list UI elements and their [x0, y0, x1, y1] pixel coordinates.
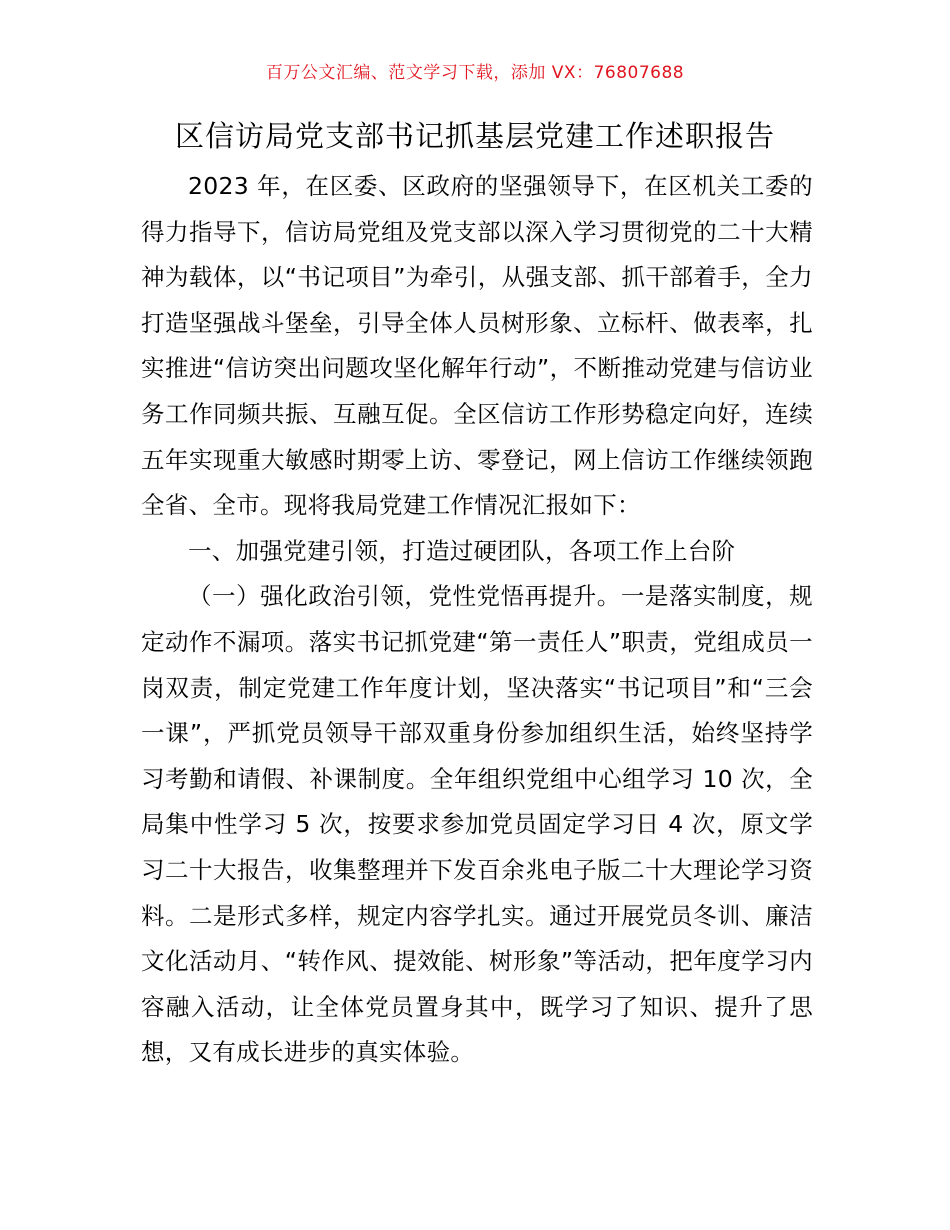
document-title: 区信访局党支部书记抓基层党建工作述职报告	[174, 119, 775, 153]
document-body	[141, 164, 813, 1076]
section-heading: 一、加强党建引领，打造过硬团队，各项工作上台阶	[188, 536, 736, 565]
header-banner: 百万公文汇编、范文学习下载，添加 VX：76807688	[265, 63, 685, 83]
intro-paragraph: 2023 年，在区委、区政府的坚强领导下，在区机关工委的得力指导下，信访局党组及党支部以深入学习贯彻党的二十大精神为载体，以“书记项目”为牵引，从强支部、抓干部着手，全力打造坚强战斗堡垒，引导全体人员树形象、立标杆、做表率，扎实推进“信访突出问题攻坚化解年行动”，不断推动党建与信访业务工作同频共振、互融互促。全区信访工作形势稳定向好，连续五年实现重大敏感时期零上访、零登记，网上信访工作继续领跑全省、全市。现将我局党建工作情况汇报如下：	[141, 172, 813, 520]
subsection-paragraph: （一）强化政治引领，党性党悟再提升。一是落实制度，规定动作不漏项。落实书记抓党建“第一责任人”职责，党组成员一岗双责，制定党建工作年度计划，坚决落实“书记项目”和“三会一课”，严抓党员领导干部双重身份参加组织生活，始终坚持学习考勤和请假、补课制度。全年组织党组中心组学习 10 次，全局集中性学习 5 次，按要求参加党员固定学习日 4 次，原文学习二十大报告，收集整理并下发百余兆电子版二十大理论学习资料。二是形式多样，规定内容学扎实。通过开展党员冬训、廉洁文化活动月、“转作风、提效能、树形象”等活动，把年度学习内容融入活动，让全体党员置身其中，既学习了知识、提升了思想，又有成长进步的真实体验。	[141, 582, 813, 1067]
